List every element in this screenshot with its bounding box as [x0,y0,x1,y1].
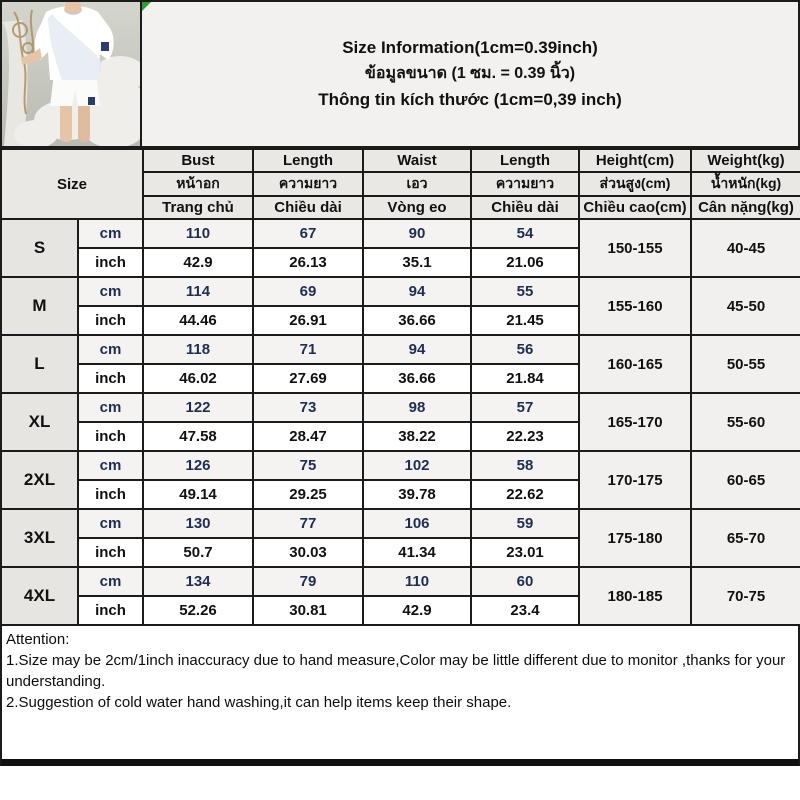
unit-inch-label: inch [78,364,143,393]
value-inch-0: 44.46 [143,306,253,335]
col-header-length2-vi: Chiều dài [471,196,579,219]
product-photo [0,0,142,148]
size-label-l: L [1,335,78,393]
weight-range: 45-50 [691,277,800,335]
size-table-body [1,219,800,625]
cell-corner-flag-icon [142,2,151,11]
value-inch-3: 23.4 [471,596,579,625]
unit-cm-label: cm [78,509,143,538]
value-inch-3: 22.23 [471,422,579,451]
size-label-3xl: 3XL [1,509,78,567]
weight-range: 70-75 [691,567,800,625]
value-inch-0: 46.02 [143,364,253,393]
unit-inch-label: inch [78,480,143,509]
height-range: 155-160 [579,277,691,335]
weight-range: 65-70 [691,509,800,567]
value-cm-0: 110 [143,219,253,248]
size-table [0,148,800,626]
value-inch-3: 23.01 [471,538,579,567]
value-inch-1: 26.13 [253,248,363,277]
unit-cm-label: cm [78,451,143,480]
size-row-xl-cm [1,393,800,422]
product-photo-illustration [2,2,140,146]
size-row-m-cm [1,277,800,306]
col-header-height-en: Height(cm) [579,149,691,172]
value-cm-2: 110 [363,567,471,596]
value-cm-0: 122 [143,393,253,422]
weight-range: 40-45 [691,219,800,277]
value-inch-1: 27.69 [253,364,363,393]
value-cm-1: 67 [253,219,363,248]
value-cm-1: 69 [253,277,363,306]
value-cm-2: 94 [363,335,471,364]
col-header-bust-th: หน้าอก [143,172,253,196]
value-inch-1: 30.03 [253,538,363,567]
size-header-cell: Size [1,149,143,219]
value-cm-1: 77 [253,509,363,538]
size-row-2xl-cm [1,451,800,480]
col-header-waist-th: เอว [363,172,471,196]
value-inch-2: 36.66 [363,306,471,335]
value-cm-0: 114 [143,277,253,306]
value-inch-0: 42.9 [143,248,253,277]
unit-cm-label: cm [78,335,143,364]
value-inch-1: 28.47 [253,422,363,451]
col-header-height-vi: Chiều cao(cm) [579,196,691,219]
col-header-length-th: ความยาว [253,172,363,196]
value-inch-0: 49.14 [143,480,253,509]
value-inch-2: 38.22 [363,422,471,451]
weight-range: 50-55 [691,335,800,393]
value-cm-0: 130 [143,509,253,538]
size-information-title [142,0,800,148]
value-cm-3: 54 [471,219,579,248]
value-cm-2: 102 [363,451,471,480]
height-range: 165-170 [579,393,691,451]
value-cm-0: 126 [143,451,253,480]
attention-heading: Attention: [6,631,70,648]
unit-inch-label: inch [78,596,143,625]
value-cm-1: 73 [253,393,363,422]
value-inch-1: 26.91 [253,306,363,335]
size-label-2xl: 2XL [1,451,78,509]
value-cm-3: 60 [471,567,579,596]
value-cm-3: 58 [471,451,579,480]
size-row-s-cm [1,219,800,248]
value-inch-3: 22.62 [471,480,579,509]
title-thai: ข้อมูลขนาด (1 ซม. = 0.39 นิ้ว) [364,65,576,82]
weight-range: 55-60 [691,393,800,451]
value-cm-1: 75 [253,451,363,480]
size-label-s: S [1,219,78,277]
title-english: Size Information(1cm=0.39inch) [342,38,598,57]
value-inch-3: 21.06 [471,248,579,277]
col-header-length2-en: Length [471,149,579,172]
value-cm-1: 79 [253,567,363,596]
height-range: 180-185 [579,567,691,625]
col-header-length2-th: ความยาว [471,172,579,196]
height-range: 175-180 [579,509,691,567]
col-header-weight-vi: Cân nặng(kg) [691,196,800,219]
value-inch-2: 42.9 [363,596,471,625]
col-header-waist-en: Waist [363,149,471,172]
col-header-length-en: Length [253,149,363,172]
col-header-weight-th: น้ำหนัก(kg) [691,172,800,196]
col-header-waist-vi: Vòng eo [363,196,471,219]
unit-inch-label: inch [78,538,143,567]
col-header-bust-vi: Trang chủ [143,196,253,219]
value-inch-1: 30.81 [253,596,363,625]
size-row-4xl-cm [1,567,800,596]
col-header-bust-en: Bust [143,149,253,172]
value-inch-3: 21.45 [471,306,579,335]
unit-cm-label: cm [78,393,143,422]
value-inch-2: 35.1 [363,248,471,277]
size-label-m: M [1,277,78,335]
value-inch-0: 47.58 [143,422,253,451]
height-range: 170-175 [579,451,691,509]
value-cm-2: 94 [363,277,471,306]
value-inch-3: 21.84 [471,364,579,393]
unit-cm-label: cm [78,567,143,596]
value-cm-2: 90 [363,219,471,248]
value-cm-2: 98 [363,393,471,422]
value-cm-0: 118 [143,335,253,364]
top-band [0,0,800,148]
height-range: 150-155 [579,219,691,277]
weight-range: 60-65 [691,451,800,509]
col-header-height-th: ส่วนสูง(cm) [579,172,691,196]
col-header-length-vi: Chiều dài [253,196,363,219]
value-cm-0: 134 [143,567,253,596]
size-row-3xl-cm [1,509,800,538]
value-cm-1: 71 [253,335,363,364]
unit-inch-label: inch [78,422,143,451]
unit-cm-label: cm [78,277,143,306]
attention-line-1: 1.Size may be 2cm/1inch inaccuracy due to hand measure,Color may be little different due to monitor ,thanks for your understanding. [6,652,786,690]
value-inch-2: 41.34 [363,538,471,567]
value-cm-3: 57 [471,393,579,422]
size-row-l-cm [1,335,800,364]
height-range: 160-165 [579,335,691,393]
value-cm-2: 106 [363,509,471,538]
title-vietnamese: Thông tin kích thước (1cm=0,39 inch) [318,90,622,109]
value-cm-3: 55 [471,277,579,306]
value-inch-0: 50.7 [143,538,253,567]
unit-inch-label: inch [78,248,143,277]
attention-section [0,626,800,766]
unit-cm-label: cm [78,219,143,248]
value-cm-3: 59 [471,509,579,538]
attention-line-2: 2.Suggestion of cold water hand washing,it can help items keep their shape. [6,694,512,711]
value-inch-2: 36.66 [363,364,471,393]
value-inch-2: 39.78 [363,480,471,509]
col-header-weight-en: Weight(kg) [691,149,800,172]
value-cm-3: 56 [471,335,579,364]
unit-inch-label: inch [78,306,143,335]
size-label-xl: XL [1,393,78,451]
value-inch-0: 52.26 [143,596,253,625]
value-inch-1: 29.25 [253,480,363,509]
size-label-4xl: 4XL [1,567,78,625]
